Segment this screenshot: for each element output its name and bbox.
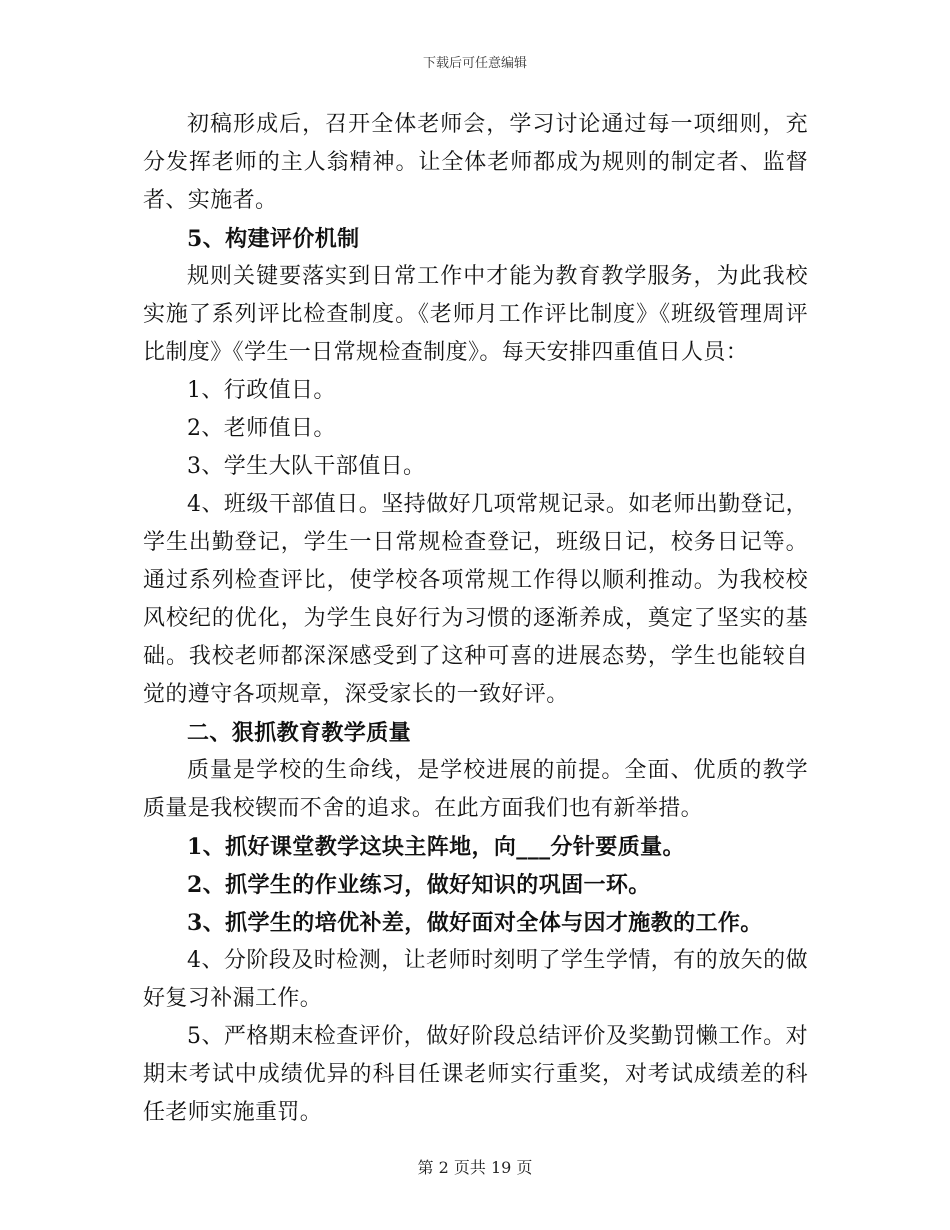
document-body [143,106,808,1132]
page-footer: 第 2 页共 19 页 [417,1158,533,1177]
page-header: 下载后可任意编辑 [422,56,527,71]
paragraph: 质量是学校的生命线，是学校进展的前提。全面、优质的教学质量是我校锲而不舍的追求。在此方面我们也有新举措。 [143,758,808,821]
list-item: 4、分阶段及时检测，让老师时刻明了学生学情，有的放矢的做好复习补漏工作。 [143,948,808,1011]
list-item: 1、抓好课堂教学这块主阵地，向___分针要质量。 [187,834,685,860]
list-item: 2、老师值日。 [187,416,336,441]
list-item: 1、行政值日。 [187,378,336,403]
section-heading: 二、狠抓教育教学质量 [187,720,412,746]
paragraph: 初稿形成后，召开全体老师会，学习讨论通过每一项细则，充分发挥老师的主人翁精神。让全体老师都成为规则的制定者、监督者、实施者。 [143,112,808,213]
list-item: 3、抓学生的培优补差，做好面对全体与因才施教的工作。 [187,910,763,936]
list-item: 2、抓学生的作业练习，做好知识的巩固一环。 [187,872,651,898]
paragraph: 规则关键要落实到日常工作中才能为教育教学服务，为此我校实施了系列评比检查制度。《老师月工作评比制度》《班级管理周评比制度》《学生一日常规检查制度》。每天安排四重值日人员： [143,264,808,365]
list-item: 5、严格期末检查评价，做好阶段总结评价及奖勤罚懒工作。对期末考试中成绩优异的科目任课老师实行重奖，对考试成绩差的科任老师实施重罚。 [143,1024,808,1125]
list-item: 4、班级干部值日。坚持做好几项常规记录。如老师出勤登记，学生出勤登记，学生一日常规检查登记，班级日记，校务日记等。通过系列检查评比，使学校各项常规工作得以顺利推动。为我校校风校纪的优化，为学生良好行为习惯的逐渐养成，奠定了坚实的基础。我校老师都深深感受到了这种可喜的进展态势，学生也能较自觉的遵守各项规章，深受家长的一致好评。 [143,492,808,707]
section-heading: 5、构建评价机制 [187,226,360,252]
list-item: 3、学生大队干部值日。 [187,454,426,479]
